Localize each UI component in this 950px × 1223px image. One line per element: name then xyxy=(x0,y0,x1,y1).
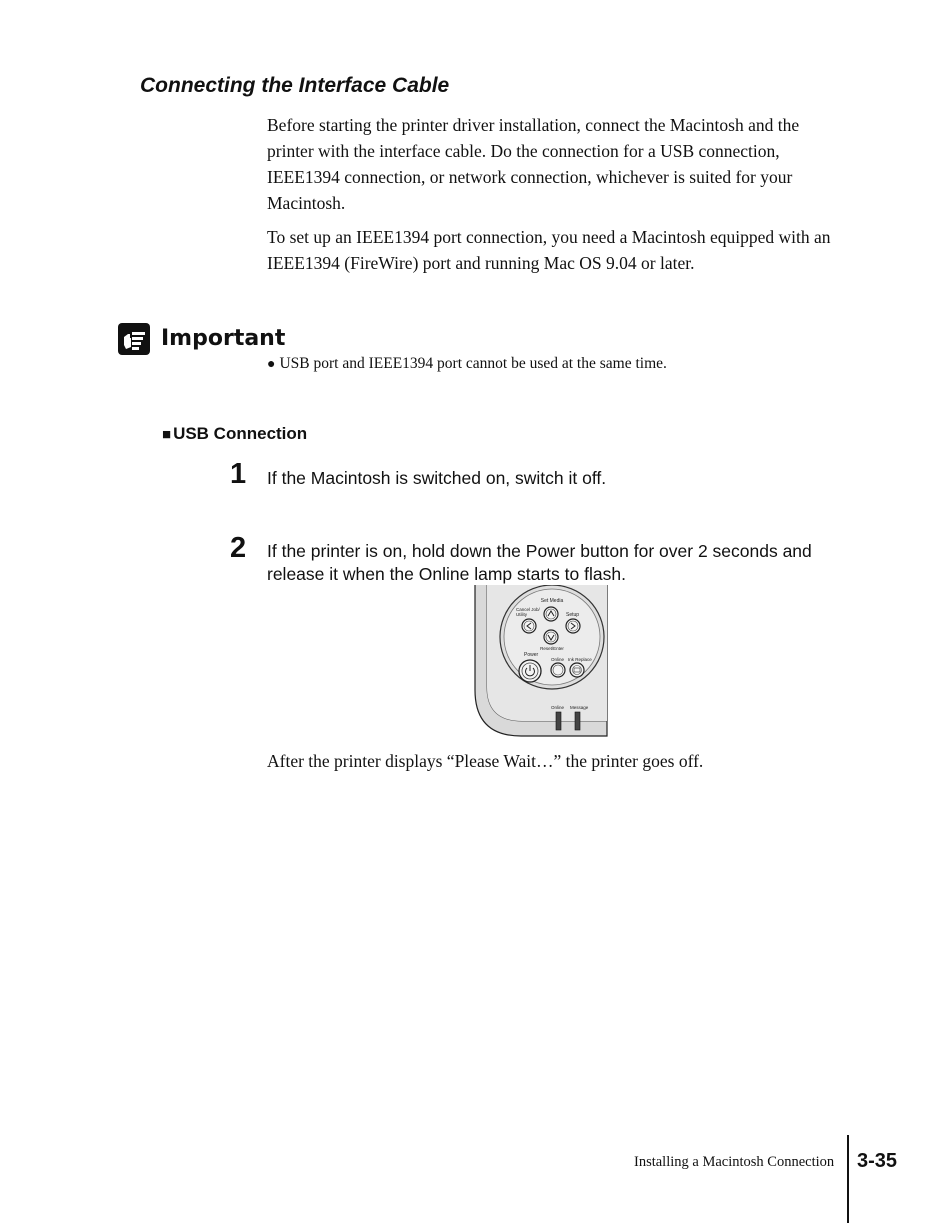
footer-chapter-title: Installing a Macintosh Connection xyxy=(634,1154,835,1170)
message-lamp xyxy=(575,712,580,730)
printer-operation-panel xyxy=(474,585,610,737)
online-lamp xyxy=(556,712,561,730)
important-title: Important xyxy=(161,326,286,351)
power-label: Power xyxy=(524,652,539,658)
footer-divider xyxy=(847,1135,849,1223)
important-bullet-text: USB port and IEEE1394 port cannot be used at the same time. xyxy=(279,355,667,372)
left-button[interactable] xyxy=(522,619,536,633)
square-bullet-icon: ■ xyxy=(162,426,172,443)
cancel-job-label: Cancel Job/ xyxy=(516,607,540,612)
step-2-number: 2 xyxy=(230,532,247,564)
after-step-text: After the printer displays “Please Wait…” the printer goes off. xyxy=(267,751,704,771)
usb-connection-heading xyxy=(162,424,307,444)
intro-paragraph: Before starting the printer driver installation, connect the Macintosh and the printer with the interface cable. Do the connection for a USB connection, IEEE1394 connection, or network connection, whichever is suited for your Macintosh. xyxy=(267,115,800,213)
step-1-text: If the Macintosh is switched on, switch it off. xyxy=(267,468,607,488)
setup-label: Setup xyxy=(566,612,580,618)
important-bullet xyxy=(267,354,667,375)
down-button[interactable] xyxy=(544,630,558,644)
utility-label: Utility xyxy=(516,612,527,617)
power-button[interactable] xyxy=(519,660,541,682)
usb-heading-text: USB Connection xyxy=(173,424,308,443)
step-2-text: If the printer is on, hold down the Power button for over 2 seconds and release it when the Online lamp starts to flash. xyxy=(267,541,812,584)
reset-enter-label: Reset/Enter xyxy=(540,646,564,651)
up-button[interactable] xyxy=(544,607,558,621)
ink-replace-button[interactable] xyxy=(570,663,584,677)
bullet-dot-icon: ● xyxy=(267,357,276,372)
ieee1394-paragraph: To set up an IEEE1394 port connection, you need a Macintosh equipped with an IEEE1394 (FireWire) port and running Mac OS 9.04 or later. xyxy=(267,227,831,273)
page-number: 3-35 xyxy=(857,1150,898,1172)
ink-replace-label: Ink Replace xyxy=(568,657,592,662)
online-lamp-label: Online xyxy=(551,705,565,710)
right-button[interactable] xyxy=(566,619,580,633)
hand-pointing-icon xyxy=(118,323,150,355)
set-media-label: Set Media xyxy=(540,598,564,604)
online-button-label: Online xyxy=(551,657,565,662)
online-button[interactable] xyxy=(551,663,565,677)
section-title: Connecting the Interface Cable xyxy=(140,74,450,97)
step-1-number: 1 xyxy=(230,458,247,490)
message-lamp-label: Message xyxy=(570,705,589,710)
